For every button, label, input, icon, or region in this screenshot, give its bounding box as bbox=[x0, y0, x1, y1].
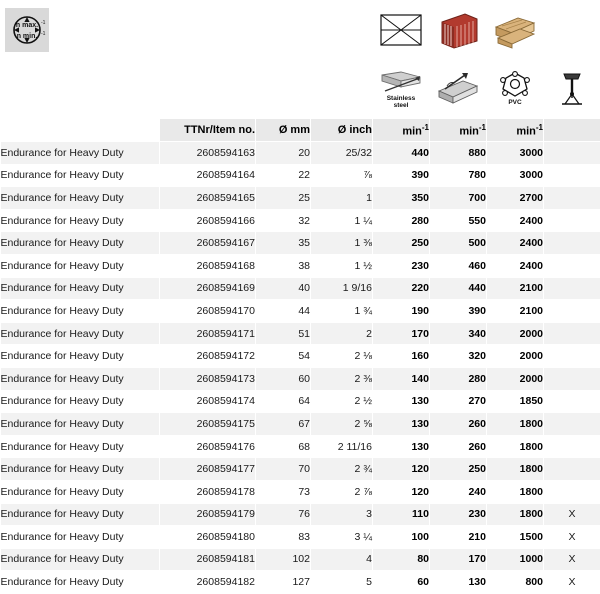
cell-diameter-inch: 25/32 bbox=[311, 142, 373, 165]
cell-speed-1: 230 bbox=[373, 254, 430, 277]
cell-extra-mark bbox=[544, 458, 600, 481]
cell-extra-mark: X bbox=[544, 548, 600, 571]
cell-product-name: Endurance for Heavy Duty bbox=[1, 548, 160, 571]
stainless-steel-icon bbox=[379, 69, 423, 95]
material-icon-metal-sheet bbox=[430, 60, 487, 119]
material-icon-timber-beams bbox=[487, 1, 544, 60]
cell-diameter-mm: 60 bbox=[256, 367, 311, 390]
cell-item-number: 2608594169 bbox=[160, 277, 256, 300]
cell-speed-2: 210 bbox=[430, 526, 487, 549]
cell-speed-2: 550 bbox=[430, 209, 487, 232]
table-body bbox=[1, 142, 600, 594]
cell-speed-1: 280 bbox=[373, 209, 430, 232]
timber-beams-icon bbox=[492, 10, 538, 50]
cell-speed-2: 250 bbox=[430, 458, 487, 481]
spacer-cell-7 bbox=[311, 60, 373, 119]
cell-extra-mark bbox=[544, 300, 600, 323]
cell-diameter-mm: 20 bbox=[256, 142, 311, 165]
cell-item-number: 2608594166 bbox=[160, 209, 256, 232]
cell-diameter-inch: 1 ¾ bbox=[311, 300, 373, 323]
cell-product-name: Endurance for Heavy Duty bbox=[1, 232, 160, 255]
cell-speed-3: 2700 bbox=[487, 187, 544, 210]
cell-speed-3: 2000 bbox=[487, 322, 544, 345]
cell-speed-2: 130 bbox=[430, 571, 487, 594]
cell-speed-2: 320 bbox=[430, 345, 487, 368]
cell-diameter-inch: 3 ¼ bbox=[311, 526, 373, 549]
table-row bbox=[1, 300, 600, 323]
cell-diameter-mm: 64 bbox=[256, 390, 311, 413]
cell-speed-2: 340 bbox=[430, 322, 487, 345]
cell-extra-mark bbox=[544, 435, 600, 458]
table-row bbox=[1, 367, 600, 390]
cell-item-number: 2608594171 bbox=[160, 322, 256, 345]
cell-product-name: Endurance for Heavy Duty bbox=[1, 435, 160, 458]
cell-diameter-mm: 35 bbox=[256, 232, 311, 255]
cell-speed-1: 110 bbox=[373, 503, 430, 526]
header-diameter-inch: Ø inch bbox=[311, 119, 373, 142]
cell-diameter-inch: 2 ¾ bbox=[311, 458, 373, 481]
cell-diameter-mm: 38 bbox=[256, 254, 311, 277]
table-row bbox=[1, 413, 600, 436]
cell-speed-3: 3000 bbox=[487, 164, 544, 187]
cell-diameter-inch: 2 ⅛ bbox=[311, 345, 373, 368]
header-diameter-mm: Ø mm bbox=[256, 119, 311, 142]
cell-diameter-inch: 4 bbox=[311, 548, 373, 571]
cell-extra-mark bbox=[544, 413, 600, 436]
cell-extra-mark bbox=[544, 209, 600, 232]
header-speed-3: $\min^{-1}$ bbox=[487, 119, 544, 142]
cell-diameter-mm: 127 bbox=[256, 571, 311, 594]
header-speed-1: $\min^{-1}$ bbox=[373, 119, 430, 142]
table-row bbox=[1, 548, 600, 571]
cell-speed-1: 190 bbox=[373, 300, 430, 323]
cell-product-name: Endurance for Heavy Duty bbox=[1, 571, 160, 594]
header-item-no: TTNr/Item no. bbox=[160, 119, 256, 142]
cell-extra-mark bbox=[544, 254, 600, 277]
cell-diameter-inch: 2 ⅜ bbox=[311, 367, 373, 390]
cell-speed-1: 350 bbox=[373, 187, 430, 210]
cell-product-name: Endurance for Heavy Duty bbox=[1, 187, 160, 210]
cell-product-name: Endurance for Heavy Duty bbox=[1, 254, 160, 277]
spacer-cell-1 bbox=[160, 1, 256, 60]
table-row bbox=[1, 480, 600, 503]
cell-product-name: Endurance for Heavy Duty bbox=[1, 209, 160, 232]
cell-product-name: Endurance for Heavy Duty bbox=[1, 390, 160, 413]
cell-speed-3: 1500 bbox=[487, 526, 544, 549]
cell-product-name: Endurance for Heavy Duty bbox=[1, 458, 160, 481]
cell-speed-2: 230 bbox=[430, 503, 487, 526]
cell-product-name: Endurance for Heavy Duty bbox=[1, 413, 160, 436]
table-row bbox=[1, 390, 600, 413]
cell-speed-1: 160 bbox=[373, 345, 430, 368]
svg-text:n min.: n min. bbox=[17, 33, 38, 40]
cell-speed-2: 270 bbox=[430, 390, 487, 413]
cell-diameter-mm: 67 bbox=[256, 413, 311, 436]
cell-item-number: 2608594165 bbox=[160, 187, 256, 210]
cell-extra-mark bbox=[544, 390, 600, 413]
cell-diameter-mm: 83 bbox=[256, 526, 311, 549]
cell-item-number: 2608594181 bbox=[160, 548, 256, 571]
cell-item-number: 2608594182 bbox=[160, 571, 256, 594]
icon-header-row-1 bbox=[1, 1, 600, 60]
drill-machine-icon bbox=[552, 68, 592, 110]
cell-speed-3: 1800 bbox=[487, 435, 544, 458]
cell-product-name: Endurance for Heavy Duty bbox=[1, 367, 160, 390]
material-icon-brick-block bbox=[430, 1, 487, 60]
cell-speed-3: 1800 bbox=[487, 480, 544, 503]
cell-speed-3: 2400 bbox=[487, 254, 544, 277]
cell-speed-3: 2000 bbox=[487, 367, 544, 390]
cell-item-number: 2608594179 bbox=[160, 503, 256, 526]
cell-diameter-mm: 40 bbox=[256, 277, 311, 300]
table-row bbox=[1, 187, 600, 210]
cell-speed-1: 130 bbox=[373, 413, 430, 436]
cell-diameter-inch: 2 ⅝ bbox=[311, 413, 373, 436]
cell-speed-1: 170 bbox=[373, 322, 430, 345]
cell-extra-mark bbox=[544, 345, 600, 368]
table-row bbox=[1, 503, 600, 526]
cell-product-name: Endurance for Heavy Duty bbox=[1, 480, 160, 503]
cell-diameter-inch: 1 bbox=[311, 187, 373, 210]
table-row bbox=[1, 435, 600, 458]
cell-product-name: Endurance for Heavy Duty bbox=[1, 164, 160, 187]
speed-range-badge bbox=[5, 8, 49, 52]
cell-item-number: 2608594178 bbox=[160, 480, 256, 503]
cell-speed-2: 500 bbox=[430, 232, 487, 255]
cell-diameter-mm: 51 bbox=[256, 322, 311, 345]
cell-speed-1: 250 bbox=[373, 232, 430, 255]
cell-item-number: 2608594168 bbox=[160, 254, 256, 277]
cell-speed-3: 1850 bbox=[487, 390, 544, 413]
icon-header-row-2 bbox=[1, 60, 600, 119]
svg-text:-1: -1 bbox=[41, 31, 46, 37]
cell-product-name: Endurance for Heavy Duty bbox=[1, 277, 160, 300]
cell-item-number: 2608594173 bbox=[160, 367, 256, 390]
cell-diameter-inch: 1 9/16 bbox=[311, 277, 373, 300]
cell-speed-1: 100 bbox=[373, 526, 430, 549]
table-row bbox=[1, 526, 600, 549]
cell-speed-2: 700 bbox=[430, 187, 487, 210]
cell-speed-2: 170 bbox=[430, 548, 487, 571]
column-header-row bbox=[1, 119, 600, 142]
cell-speed-1: 120 bbox=[373, 480, 430, 503]
cell-item-number: 2608594170 bbox=[160, 300, 256, 323]
cell-speed-3: 2400 bbox=[487, 232, 544, 255]
table-row bbox=[1, 164, 600, 187]
header-speed-2: $\min^{-1}$ bbox=[430, 119, 487, 142]
svg-text:-1: -1 bbox=[41, 20, 46, 26]
cell-diameter-inch: 2 ⅞ bbox=[311, 480, 373, 503]
cell-diameter-mm: 102 bbox=[256, 548, 311, 571]
cell-product-name: Endurance for Heavy Duty bbox=[1, 345, 160, 368]
cell-item-number: 2608594174 bbox=[160, 390, 256, 413]
cell-diameter-inch: 1 ⅜ bbox=[311, 232, 373, 255]
table-row bbox=[1, 254, 600, 277]
cell-speed-2: 460 bbox=[430, 254, 487, 277]
table-row bbox=[1, 322, 600, 345]
logo-cell bbox=[1, 1, 160, 60]
cell-speed-3: 1000 bbox=[487, 548, 544, 571]
table-row bbox=[1, 571, 600, 594]
material-icon-stainless-steel bbox=[373, 60, 430, 119]
cell-diameter-mm: 73 bbox=[256, 480, 311, 503]
cell-speed-3: 1800 bbox=[487, 413, 544, 436]
spacer-cell-4 bbox=[544, 1, 600, 60]
table-row bbox=[1, 458, 600, 481]
cell-speed-1: 80 bbox=[373, 548, 430, 571]
cell-item-number: 2608594180 bbox=[160, 526, 256, 549]
cell-speed-3: 2100 bbox=[487, 277, 544, 300]
header-name bbox=[1, 119, 160, 142]
cell-speed-1: 220 bbox=[373, 277, 430, 300]
cell-diameter-inch: 3 bbox=[311, 503, 373, 526]
cell-diameter-inch: 1 ¼ bbox=[311, 209, 373, 232]
cell-extra-mark bbox=[544, 232, 600, 255]
cell-speed-1: 440 bbox=[373, 142, 430, 165]
cell-diameter-mm: 25 bbox=[256, 187, 311, 210]
cell-extra-mark: X bbox=[544, 526, 600, 549]
cell-speed-3: 1800 bbox=[487, 458, 544, 481]
cell-extra-mark bbox=[544, 367, 600, 390]
spacer-cell-2 bbox=[256, 1, 311, 60]
header-extra bbox=[544, 119, 600, 142]
cell-speed-3: 800 bbox=[487, 571, 544, 594]
cell-extra-mark: X bbox=[544, 571, 600, 594]
material-icon-wood-frame bbox=[373, 1, 430, 60]
cell-item-number: 2608594163 bbox=[160, 142, 256, 165]
spacer-cell-6 bbox=[256, 60, 311, 119]
cell-speed-2: 280 bbox=[430, 367, 487, 390]
cell-item-number: 2608594175 bbox=[160, 413, 256, 436]
cell-extra-mark bbox=[544, 480, 600, 503]
cell-extra-mark: X bbox=[544, 503, 600, 526]
cell-speed-2: 440 bbox=[430, 277, 487, 300]
cell-speed-1: 140 bbox=[373, 367, 430, 390]
cell-speed-2: 880 bbox=[430, 142, 487, 165]
cell-speed-3: 2000 bbox=[487, 345, 544, 368]
cell-item-number: 2608594167 bbox=[160, 232, 256, 255]
cell-item-number: 2608594176 bbox=[160, 435, 256, 458]
metal-sheet-icon bbox=[435, 69, 481, 109]
grey-block-cell bbox=[1, 60, 160, 119]
cell-speed-3: 2100 bbox=[487, 300, 544, 323]
cell-extra-mark bbox=[544, 142, 600, 165]
cell-speed-2: 240 bbox=[430, 480, 487, 503]
tool-icon-drill-machine bbox=[544, 60, 600, 119]
cell-item-number: 2608594177 bbox=[160, 458, 256, 481]
pvc-caption: PVC bbox=[508, 100, 521, 107]
table-row bbox=[1, 209, 600, 232]
cell-diameter-inch: 1 ½ bbox=[311, 254, 373, 277]
cell-diameter-mm: 22 bbox=[256, 164, 311, 187]
table-row bbox=[1, 142, 600, 165]
cell-diameter-inch: 5 bbox=[311, 571, 373, 594]
material-icon-pvc bbox=[487, 60, 544, 119]
cell-product-name: Endurance for Heavy Duty bbox=[1, 142, 160, 165]
svg-text:n max.: n max. bbox=[16, 22, 38, 29]
cell-extra-mark bbox=[544, 187, 600, 210]
cell-speed-3: 3000 bbox=[487, 142, 544, 165]
cell-diameter-inch: ⅞ bbox=[311, 164, 373, 187]
cell-diameter-inch: 2 bbox=[311, 322, 373, 345]
cell-item-number: 2608594164 bbox=[160, 164, 256, 187]
cell-speed-1: 390 bbox=[373, 164, 430, 187]
cell-speed-3: 2400 bbox=[487, 209, 544, 232]
spacer-cell-3 bbox=[311, 1, 373, 60]
cell-product-name: Endurance for Heavy Duty bbox=[1, 322, 160, 345]
cell-diameter-mm: 70 bbox=[256, 458, 311, 481]
cell-extra-mark bbox=[544, 164, 600, 187]
cell-diameter-inch: 2 11/16 bbox=[311, 435, 373, 458]
cell-speed-1: 120 bbox=[373, 458, 430, 481]
cell-speed-2: 390 bbox=[430, 300, 487, 323]
cell-speed-2: 780 bbox=[430, 164, 487, 187]
spacer-cell-5 bbox=[160, 60, 256, 119]
cell-diameter-mm: 68 bbox=[256, 435, 311, 458]
cell-diameter-mm: 54 bbox=[256, 345, 311, 368]
cell-speed-3: 1800 bbox=[487, 503, 544, 526]
stainless-steel-caption: Stainless steel bbox=[387, 96, 416, 110]
pvc-icon bbox=[494, 71, 536, 99]
cell-diameter-inch: 2 ½ bbox=[311, 390, 373, 413]
table-row bbox=[1, 277, 600, 300]
table-row bbox=[1, 345, 600, 368]
cell-diameter-mm: 32 bbox=[256, 209, 311, 232]
cell-speed-1: 60 bbox=[373, 571, 430, 594]
wood-frame-icon bbox=[378, 10, 424, 50]
brick-block-icon bbox=[435, 10, 481, 50]
cell-diameter-mm: 44 bbox=[256, 300, 311, 323]
cell-speed-1: 130 bbox=[373, 435, 430, 458]
cell-extra-mark bbox=[544, 277, 600, 300]
cell-speed-2: 260 bbox=[430, 413, 487, 436]
cell-product-name: Endurance for Heavy Duty bbox=[1, 300, 160, 323]
cell-extra-mark bbox=[544, 322, 600, 345]
cell-speed-1: 130 bbox=[373, 390, 430, 413]
cell-speed-2: 260 bbox=[430, 435, 487, 458]
cell-diameter-mm: 76 bbox=[256, 503, 311, 526]
table-row bbox=[1, 232, 600, 255]
cell-product-name: Endurance for Heavy Duty bbox=[1, 503, 160, 526]
cell-product-name: Endurance for Heavy Duty bbox=[1, 526, 160, 549]
cell-item-number: 2608594172 bbox=[160, 345, 256, 368]
